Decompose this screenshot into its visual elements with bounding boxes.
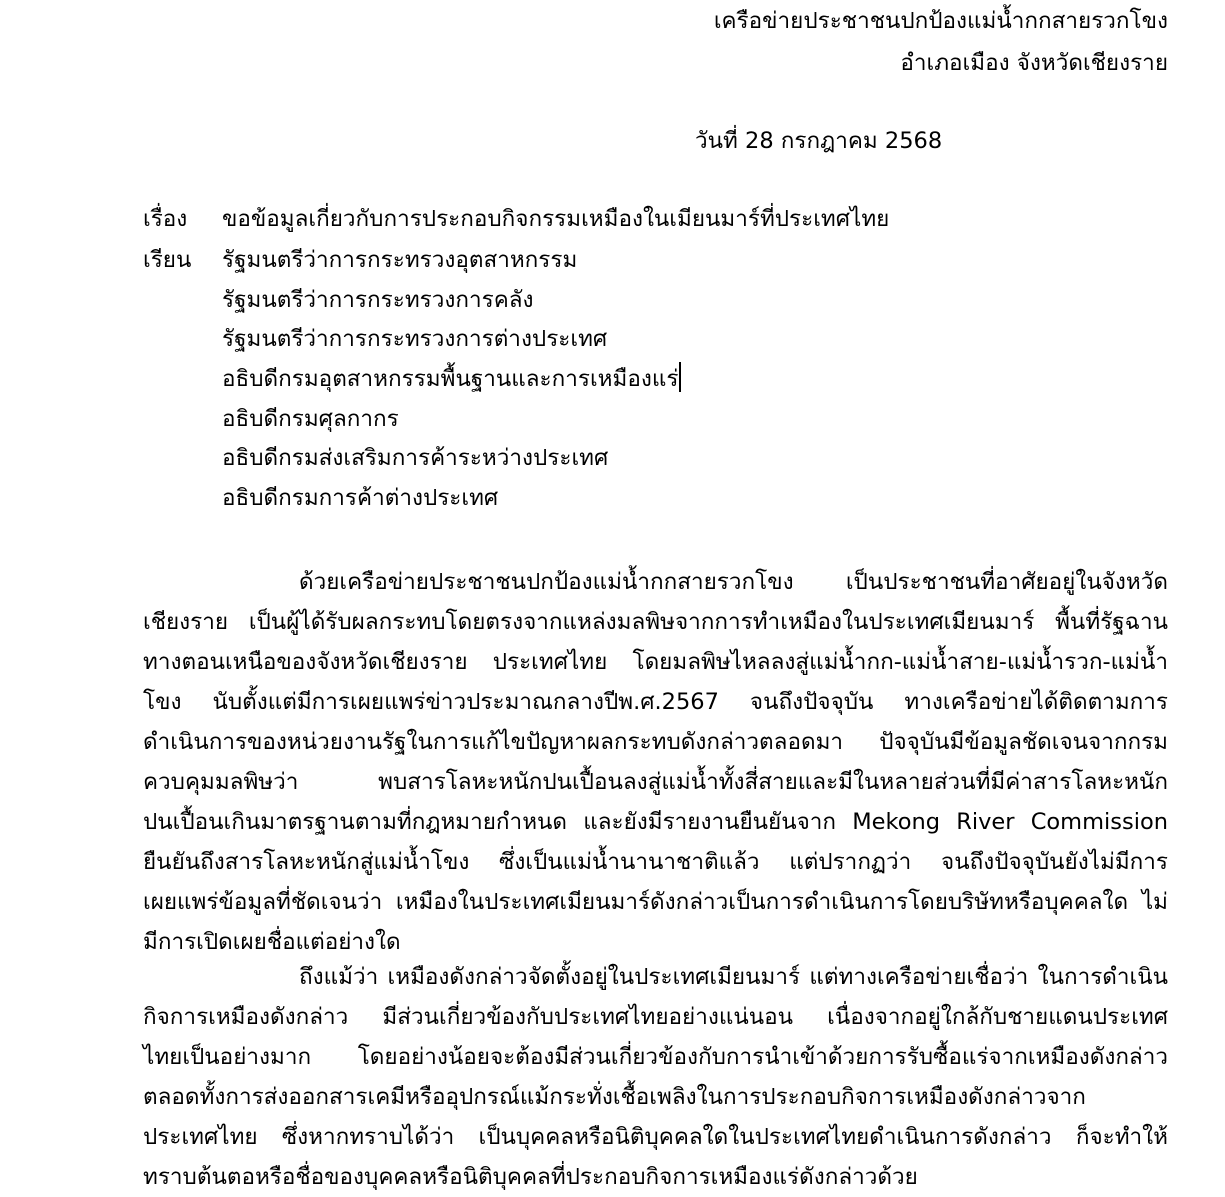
sender-organization: เครือข่ายประชาชนปกป้องแม่น้ำกกสายรวกโขง	[713, 8, 1168, 34]
paragraph-line: ตลอดทั้งการส่งออกสารเคมีหรืออุปกรณ์แม้กระทั่งเชื้อเพลิงในการประกอบกิจการเหมืองดังกล่าวจาก	[143, 1084, 1086, 1110]
paragraph-line: เชียงราย เป็นผู้ได้รับผลกระทบโดยตรงจากแหล่งมลพิษจากการทำเหมืองในประเทศเมียนมาร์ พื้นที่รัฐฉาน	[143, 609, 1168, 635]
subject-text: ขอข้อมูลเกี่ยวกับการประกอบกิจกรรมเหมืองในเมียนมาร์ที่ประเทศไทย	[222, 206, 890, 232]
letter-date: วันที่ 28 กรกฎาคม 2568	[695, 128, 943, 154]
paragraph-line: ทางตอนเหนือของจังหวัดเชียงราย ประเทศไทย โดยมลพิษไหลลงสู่แม่น้ำกก-แม่น้ำสาย-แม่น้ำรวก-แม่น้ำ	[143, 649, 1168, 675]
to-row	[143, 243, 222, 277]
recipient-line-text: อธิบดีกรมอุตสาหกรรมพื้นฐานและการเหมืองแร่	[222, 366, 679, 392]
body-paragraph-2	[143, 957, 1168, 1197]
subject-row	[143, 202, 889, 236]
recipient-line: รัฐมนตรีว่าการกระทรวงการต่างประเทศ	[222, 326, 608, 352]
recipient-line: รัฐมนตรีว่าการกระทรวงการคลัง	[222, 287, 534, 313]
paragraph-line: ดำเนินการของหน่วยงานรัฐในการแก้ไขปัญหาผลกระทบดังกล่าวตลอดมา ปัจจุบันมีข้อมูลชัดเจนจากกรม	[143, 729, 1168, 755]
paragraph-line: ถึงแม้ว่า เหมืองดังกล่าวจัดตั้งอยู่ในประเทศเมียนมาร์ แต่ทางเครือข่ายเชื่อว่า ในการดำเนิน	[299, 964, 1168, 990]
paragraph-line: ยืนยันถึงสารโลหะหนักสู่แม่น้ำโขง ซึ่งเป็นแม่น้ำนานาชาติแล้ว แต่ปรากฏว่า จนถึงปัจจุบันยังไม่มีการ	[143, 849, 1168, 875]
text-cursor	[679, 362, 681, 392]
recipient-line: อธิบดีกรมส่งเสริมการค้าระหว่างประเทศ	[222, 445, 609, 471]
paragraph-line: ควบคุมมลพิษว่า พบสารโลหะหนักปนเปื้อนลงสู่แม่น้ำทั้งสี่สายและมีในหลายส่วนที่มีค่าสารโลหะหนัก	[143, 769, 1168, 795]
paragraph-line: ประเทศไทย ซึ่งหากทราบได้ว่า เป็นบุคคลหรือนิติบุคคลใดในประเทศไทยดำเนินการดังกล่าว ก็จะทำให้	[143, 1124, 1168, 1150]
paragraph-line: ไทยเป็นอย่างมาก โดยอย่างน้อยจะต้องมีส่วนเกี่ยวข้องกับการนำเข้าด้วยการรับซื้อแร่จากเหมืองดังกล่าว	[143, 1044, 1168, 1070]
recipient-line: อธิบดีกรมศุลกากร	[222, 406, 399, 432]
subject-label: เรื่อง	[143, 206, 188, 232]
paragraph-line: ปนเปื้อนเกินมาตรฐานตามที่กฎหมายกำหนด และยังมีรายงานยืนยันจาก Mekong River Commission	[143, 809, 1168, 835]
paragraph-line: มีการเปิดเผยชื่อแต่อย่างใด	[143, 929, 401, 955]
recipient-line: รัฐมนตรีว่าการกระทรวงอุตสาหกรรม	[222, 247, 578, 273]
sender-address: อำเภอเมือง จังหวัดเชียงราย	[900, 50, 1168, 76]
paragraph-line: ด้วยเครือข่ายประชาชนปกป้องแม่น้ำกกสายรวกโขง เป็นประชาชนที่อาศัยอยู่ในจังหวัด	[299, 569, 1168, 595]
paragraph-line: โขง นับตั้งแต่มีการเผยแพร่ข่าวประมาณกลางปีพ.ศ.2567 จนถึงปัจจุบัน ทางเครือข่ายได้ติดตามการ	[143, 689, 1168, 715]
recipient-line-with-cursor[interactable]	[222, 362, 681, 396]
paragraph-line: กิจการเหมืองดังกล่าว มีส่วนเกี่ยวข้องกับประเทศไทยอย่างแน่นอน เนื่องจากอยู่ใกล้กับชายแดนประเทศ	[143, 1004, 1168, 1030]
paragraph-line: เผยแพร่ข้อมูลที่ชัดเจนว่า เหมืองในประเทศเมียนมาร์ดังกล่าวเป็นการดำเนินการโดยบริษัทหรือบุคคลใด ไม่	[143, 889, 1168, 915]
body-paragraph-1	[143, 562, 1168, 962]
recipient-line: อธิบดีกรมการค้าต่างประเทศ	[222, 485, 499, 511]
to-label: เรียน	[143, 247, 192, 273]
paragraph-line: ทราบต้นตอหรือชื่อของบุคคลหรือนิติบุคคลที่ประกอบกิจการเหมืองแร่ดังกล่าวด้วย	[143, 1164, 918, 1190]
